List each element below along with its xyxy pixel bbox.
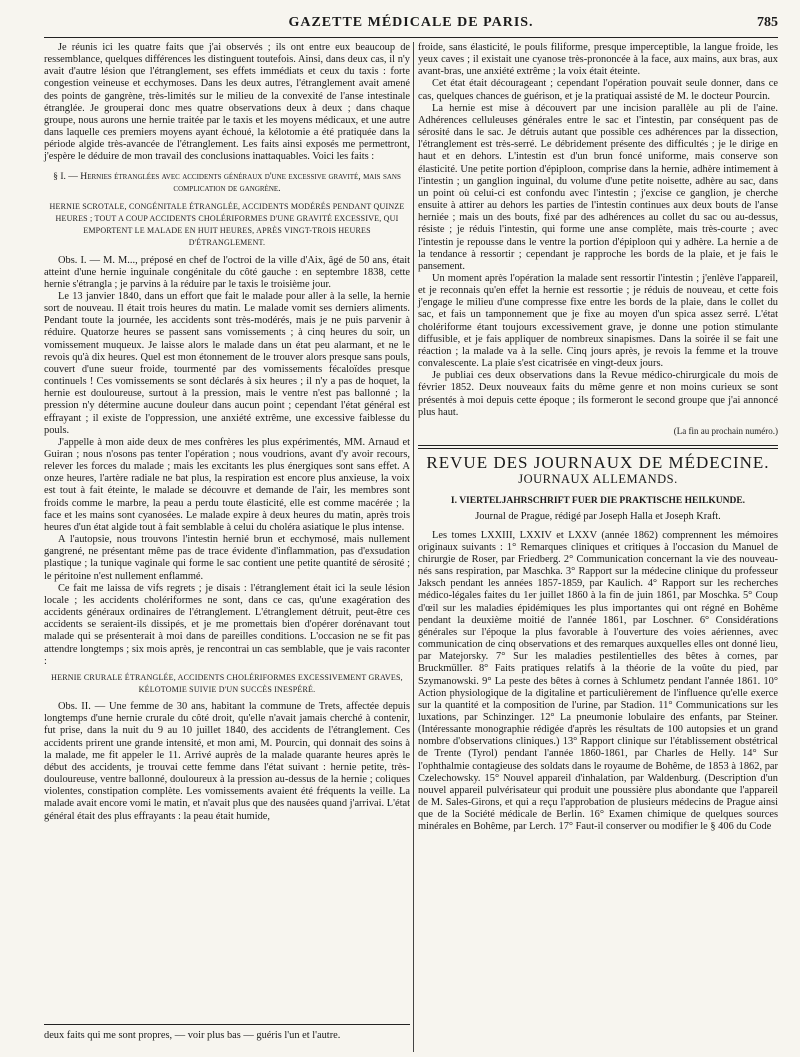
section-separator bbox=[418, 445, 778, 449]
obs1-paragraph: Ce fait me laissa de vifs regrets ; je disais : l'étranglement était ici la seule lésion locale ; les accidents cholériformes ne sont, dans ce cas, qu'une exagération des accidents généraux ordinaires de l'étranglement. L'étranglement détruit, peut-être ces accidents se seraient-ils dissipés, et je me promettais bien d'opérer dorénavant tout malade qui se présenterait à moi dans de pareilles conditions. L'occasion ne se fit pas attendre longtemps ; six mois après, je rencontrai un cas semblable, que je vais raconter : bbox=[44, 582, 410, 667]
obs2-paragraph: Cet état était décourageant ; cependant l'opération pouvait seule donner, dans ce cas, quelques chances de guérison, et je la pratiquai assisté de M. le docteur Pourcin. bbox=[418, 78, 778, 102]
left-column bbox=[44, 42, 410, 823]
obs2-continuation: froide, sans élasticité, le pouls filiforme, presque imperceptible, la langue froide, les yeux caves ; il existait une cyanose très-prononcée à la face, aux mains, aux bras, aux avant-bras, une anxiété extrême ; la voix était éteinte. bbox=[418, 42, 778, 78]
obs1-paragraph: Obs. I. — M. M..., préposé en chef de l'octroi de la ville d'Aix, âgé de 50 ans, était atteint d'une hernie inguinale congénitale du côté gauche : en septembre 1838, cette hernie s'étrangla ; je parvins à la réduire par le taxis le troisième jour. bbox=[44, 254, 410, 290]
running-head: GAZETTE MÉDICALE DE PARIS. bbox=[288, 15, 534, 30]
intro-paragraph: Je réunis ici les quatre faits que j'ai observés ; ils ont entre eux beaucoup de ressemblance, quelques différences les distinguent toutefois. Ainsi, dans deux cas, il n'y avait d'autre lésion que l'étranglement, ses effets immédiats et ceux du taxis : forte congestion veineuse et ecchymoses. Dans les deux autres, l'étranglement avait amené des points de gangrène, très-limités sur le milieu de la convexité de l'anse intestinale étranglée. Je grouperai donc mes quatre observations deux à deux ; dans chaque groupe, nous aurons une hernie traitée par le taxis et les moyens médicaux, et une autre dans laquelle ces premiers moyens ayant échoué, la kélotomie a été pratiquée dans la période algide très-avancée de l'étranglement. Les faits ainsi exposés me permettront, j'espère le déduire de mon travail des conclusions inattaquables. Voici les faits : bbox=[44, 42, 410, 163]
obs2-paragraph: Un moment après l'opération la malade sent ressortir l'intestin ; j'enlève l'appareil, et je reconnais qu'en effet la hernie est ressortie ; je réduis de nouveau, et cette fois j'engage le milieu d'une compresse fixe entre les bords de la plaie, dans le collet du sac, et fais un tamponnement que je fixe au moyen d'un spica assez serré. L'état cholériforme étant toujours excessivement grave, je donne une potion stimulante diffusible, et je fais appliquer de nombreux sinapismes. Dans la soirée il se fait une réaction ; la malade va à la selle. Cinq jours après, je revois la femme et la trouve convalescente. La plaie s'est cicatrisée en vingt-deux jours. bbox=[418, 272, 778, 370]
obs2-paragraph: Obs. II. — Une femme de 30 ans, habitant la commune de Trets, affectée depuis longtemps d'une hernie crurale du côté droit, qu'elle n'avait jamais cherché à contenir, fut prise, dans la nuit du 9 au 10 juillet 1840, des accidents de l'étranglement. Ces accidents prirent une grande intensité, et mon ami, M. Pourcin, qui donnait des soins à la malade, me fit appeler le 11. Arrivé auprès de la malade quarante heures après le début des accidents, je trouvai cette femme dans l'état suivant : hernie petite, très-douloureuse, ventre ballonné, douloureux à la pression au-dessus de la hernie ; coliques violentes, constipation complète. Les vomissements avaient été fréquents la veille. La malade avait encore vomi le matin, et n'avait plus que des nausées quand j'arrivai. L'état général était des plus effrayants : la peau était humide, bbox=[44, 701, 410, 822]
obs2-paragraph: La hernie est mise à découvert par une incision parallèle au pli de l'aine. Adhérences celluleuses générales entre le sac et l'intestin, par conséquent pas de sérosité dans le sac. Je détruis autant que possible ces adhérences par la dissection, l'étranglement est très-serré. Le débridement présente des difficultés ; je le dirige en haut et en dehors. L'intestin est d'un brun foncé uniforme, mais conserve son élasticité. Une petite portion d'épiploon, comprise dans la hernie, adhère intimement à l'intestin ; un ganglion inguinal, du volume d'une petite noisette, adhère au sac, dans un point où celui-ci est confondu avec l'intestin ; j'excise ce ganglion, je cherche ensuite à attirer au dehors les parties de l'intestin continues aux deux bouts de l'anse herniée ; mais un des bouts, fixé par des adhérences au collet du sac ou au-dessus, résiste ; je réduis l'intestin, qui forme une anse complète, mais très-courte ; avec l'intestin je repousse dans le ventre la portion d'épiploon qui y adhère. La hernie a de la tendance à ressortir ; cependant je rapproche les bords de la plaie, et je fais le pansement. bbox=[418, 102, 778, 272]
journal-heading: I. VIERTELJAHRSCHRIFT FUER DIE PRAKTISCHE HEILKUNDE. bbox=[450, 496, 746, 507]
obs1-paragraph: A l'autopsie, nous trouvons l'intestin hernié brun et ecchymosé, mais nullement gangrené, ne présentant même pas de trace évidente d'inflammation, pas d'exsudation plastique ; la tunique vaginale qui forme le sac contient une petite quantité de sérosité ; le péritoine n'est nullement enflammé. bbox=[44, 534, 410, 582]
closing-paragraph: Je publiai ces deux observations dans la Revue médico-chirurgicale du mois de février 1852. Deux nouveaux faits du même genre et non moins curieux se sont présentés à moi depuis cette époque ; ils formeront le second groupe que j'ai annoncé plus haut. bbox=[418, 370, 778, 418]
continued-notice: (La fin au prochain numéro.) bbox=[673, 425, 778, 436]
column-divider bbox=[413, 42, 414, 1052]
case-summary-heading: HERNIE SCROTALE, CONGÉNITALE ÉTRANGLÉE, ACCIDENTS MODÉRÉS PENDANT QUINZE HEURES ; TOUT A COUP ACCIDENTS CHOLÉRIFORMES D'UNE GRAVITÉ EXCESSIVE, QUI EMPORTENT LE MALADE EN HUIT HEURES, APRÈS VINGT-TROIS HEURES D'ÉTRANGLEMENT. bbox=[49, 201, 405, 248]
obs1-paragraph: J'appelle à mon aide deux de mes confrères les plus expérimentés, MM. Arnaud et Guiran ; nous n'osons pas tenter l'opération ; nous voudrions, avant d'y avoir recours, relever les forces du malade ; mais les excitants les plus énergiques sont sans effet. A onze heures, l'artère radiale ne bat plus, la respiration est encore plus anxieuse, la voix est tout à fait éteinte, le malade se découvre et demande de l'air, les membres sont froids comme le marbre, la peau a perdu toute élasticité, elle est comme macérée ; la face et les mains sont cyanosées. Le malade expire à deux heures du matin, après trois heures d'un état algide tout à fait semblable à celui du choléra asiatique le plus intense. bbox=[44, 436, 410, 533]
section-heading: § I. — Hernies étranglées avec accidents généraux d'une excessive gravité, mais sans complication de gangrène. bbox=[53, 170, 401, 194]
right-column bbox=[418, 42, 778, 834]
footnote-rule bbox=[44, 1024, 410, 1025]
review-body: Les tomes LXXIII, LXXIV et LXXV (année 1862) comprennent les mémoires originaux suivants : 1° Remarques cliniques et critiques à l'occasion du Manuel de chirurgie de Roser, par Friedberg. 2° Communication concernant la vie des nouveau-nés sans respiration, par Maschka. 3° Rapport sur la médecine clinique du professeur Jaksch pendant les années 1857-1859, par Kaulich. 4° Rapport sur les recherches médico-légales faites du 1er juillet 1860 à la fin de juin 1861, par Moschka. 5° Coup d'œil sur les maladies épidémiques les plus importantes qui ont régné en Bohême pendant la deuxième moitié de l'année 1861, par Loschner. 6° Considérations générales sur l'époque la plus favorable à l'ouverture des voies aériennes, avec communication de cinq observations et des remarques auxquelles elles ont donné lieu, par Matejorsky. 7° Sur les maladies pestilentielles des bêtes à cornes, par Bruckmüller. 8° Faits pratiques relatifs à la théorie de la voûte du pied, par Szymanowski. 9° La peste des bêtes à cornes à Schlumetz pendant l'année 1861. 10° Action physiologique de la digitaline et particulièrement de l'influence qu'elle exerce sur la quantité et la composition de l'urine, par Stadion. 11° Communications sur les luxations, par Schinzinger. 12° La pneumonie lobulaire des enfants, par Steiner. (Intéressante monographie rédigée d'après les résultats de 100 autopsies et un grand nombre d'observations cliniques.) 13° Rapport clinique sur l'établissement obstétrical de Trente (Tyrol) pendant l'année 1860-1861, par Charles de Helly. 14° Sur l'ophthalmie contagieuse des soldats dans le royaume de Bohême, de 1853 à 1862, par Czelechowsky. 15° Nouvel appareil d'inhalation, par Waldenburg. (Description d'un nouvel appareil pulvérisateur qui produit une poussière plus abondante que l'appareil de M. Sales-Girons, et qui a reçu l'approbation de plusieurs médecins de Prague ainsi que de la Société médicale de Berlin. 16° Examen chimique de quelques sources minérales en Bohême, par Lerch. 17° Faut-il conserver ou modifier le § 406 du Code bbox=[418, 529, 778, 833]
review-title: REVUE DES JOURNAUX DE MÉDECINE. bbox=[426, 453, 770, 472]
review-subtitle: JOURNAUX ALLEMANDS. bbox=[518, 472, 678, 487]
page-header bbox=[44, 15, 778, 35]
header-rule bbox=[44, 37, 778, 38]
page-number: 785 bbox=[757, 15, 778, 30]
footnote: deux faits qui me sont propres, — voir plus bas — guéris l'un et l'autre. bbox=[44, 1030, 341, 1041]
obs1-paragraph: Le 13 janvier 1840, dans un effort que fait le malade pour aller à la selle, la hernie sort de nouveau. Il était trois heures du matin. Le malade vomit ses derniers aliments. Pendant toute la journée, les accidents sont très-modérés, mais je ne puis parvenir à réduire. Quatorze heures se passent sans vomissements ; à cinq heures du soir, un vomissement muqueux. Je laisse alors le malade dans un état peu alarmant, et ne le revois qu'à dix heures. Quel est mon étonnement de le trouver alors presque sans pouls, couvert d'une sueur froide, tourmenté par des vomissements fécaloïdes presque continuels ! Ces vomissements se sont déclarés à six heures ; il n'y a pas de hoquet, la hernie est douloureuse, surtout à la pression, mais le ventre n'est pas ballonné ; la pression n'y détermine aucune douleur dans aucun point ; cependant l'état général est effrayant ; il existe de l'oppression, une anxiété extrême, une excessive faiblesse du pouls. bbox=[44, 290, 410, 436]
case-summary-heading: HERNIE CRURALE ÉTRANGLÉE, ACCIDENTS CHOLÉRIFORMES EXCESSIVEMENT GRAVES, KÉLOTOMIE SUIVIE D'UN SUCCÈS INESPÉRÉ. bbox=[51, 672, 403, 694]
journal-editors: Journal de Prague, rédigé par Joseph Halla et Joseph Kraft. bbox=[475, 511, 721, 523]
